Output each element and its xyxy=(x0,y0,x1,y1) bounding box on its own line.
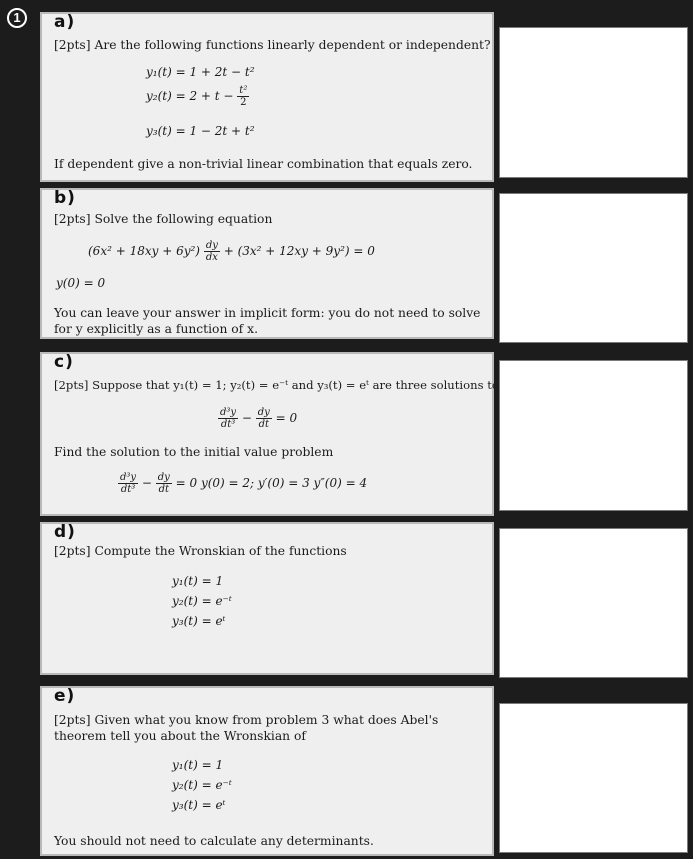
part-c-ivp-num2: dy xyxy=(157,472,170,483)
part-d-label: d) xyxy=(54,522,76,542)
part-a-eq3: y₃(t) = 1 − 2t + t² xyxy=(146,124,255,138)
part-d-question xyxy=(40,522,494,675)
part-d-f3: y₃(t) = eᵗ xyxy=(172,614,226,628)
part-a-answer-box[interactable] xyxy=(499,27,688,178)
part-d-f1: y₁(t) = 1 xyxy=(172,574,224,588)
part-c-ode xyxy=(218,407,297,430)
part-c-question xyxy=(40,352,499,516)
part-a-eq1: y₁(t) = 1 + 2t − t² xyxy=(146,65,255,79)
part-c-ode-den2: dt xyxy=(258,419,269,430)
part-b-prompt: [2pts] Solve the following equation xyxy=(54,212,273,226)
part-b-answer-box[interactable] xyxy=(499,193,688,343)
part-b-initial-condition: y(0) = 0 xyxy=(56,276,106,290)
part-c-ivp-conditions: = 0 y(0) = 2; y′(0) = 3 y″(0) = 4 xyxy=(171,476,368,490)
part-c-ode-frac1 xyxy=(218,407,238,430)
part-e-question xyxy=(40,686,494,856)
part-d-answer-box[interactable] xyxy=(499,528,688,678)
part-c-ode-num1: d³y xyxy=(220,407,237,418)
part-c-ode-frac2 xyxy=(256,407,272,430)
part-b-eq-frac xyxy=(204,240,220,263)
part-e-prompt: [2pts] Given what you know from problem 3 what does Abel's theorem tell you about the Wronskian of xyxy=(54,713,439,743)
part-d-f2: y₂(t) = e⁻ᵗ xyxy=(172,594,232,608)
part-a-label: a) xyxy=(54,12,76,32)
part-b-eq-num: dy xyxy=(205,240,218,251)
part-a-eq2-frac xyxy=(237,85,249,108)
part-e-label: e) xyxy=(54,686,76,706)
part-e-answer-box[interactable] xyxy=(499,703,688,853)
part-c-ivp-frac2 xyxy=(156,472,172,495)
part-c-ode-den1: dt³ xyxy=(220,419,236,430)
part-c-ivp-intro: Find the solution to the initial value problem xyxy=(54,445,334,459)
part-c-answer-box[interactable] xyxy=(499,360,688,511)
part-c-ivp-num1: d³y xyxy=(120,472,137,483)
part-c-ode-minus: − xyxy=(238,411,256,425)
part-a-footer: If dependent give a non-trivial linear combination that equals zero. xyxy=(54,157,473,171)
part-d-prompt: [2pts] Compute the Wronskian of the functions xyxy=(54,544,347,558)
part-c-ivp-minus: − xyxy=(138,476,156,490)
question-number-badge: 1 xyxy=(7,8,27,28)
part-b-question xyxy=(40,188,494,339)
part-a-eq2 xyxy=(146,85,249,108)
part-c-ode-rhs: = 0 xyxy=(271,411,298,425)
part-e-f2: y₂(t) = e⁻ᵗ xyxy=(172,778,232,792)
part-c-ivp xyxy=(118,472,367,495)
part-e-footer: You should not need to calculate any determinants. xyxy=(54,834,374,848)
part-c-prompt: [2pts] Suppose that y₁(t) = 1; y₂(t) = e⁻ᵗ and y₃(t) = eᵗ are three solutions to xyxy=(54,378,499,392)
part-b-eq-den: dx xyxy=(205,252,218,263)
part-b-eq-left: (6x² + 18xy + 6y²) xyxy=(88,244,200,258)
part-a-eq2-den: 2 xyxy=(240,97,247,108)
part-c-ivp-den1: dt³ xyxy=(120,484,136,495)
part-c-ivp-frac1 xyxy=(118,472,138,495)
part-b-eq-right: + (3x² + 12xy + 9y²) = 0 xyxy=(223,244,375,258)
part-c-label: c) xyxy=(54,352,74,372)
part-a-eq2-lhs: y₂(t) = 2 + t − xyxy=(146,89,238,103)
part-a-eq2-num: t² xyxy=(239,85,248,96)
part-c-ivp-den2: dt xyxy=(158,484,169,495)
part-a-question xyxy=(40,12,494,182)
part-c-ode-num2: dy xyxy=(257,407,270,418)
part-b-equation xyxy=(88,240,375,263)
part-e-f1: y₁(t) = 1 xyxy=(172,758,224,772)
part-b-note: You can leave your answer in implicit form: you do not need to solve for y explicitly as a function of x. xyxy=(54,306,481,336)
part-b-label: b) xyxy=(54,188,76,208)
part-e-f3: y₃(t) = eᵗ xyxy=(172,798,226,812)
part-a-prompt: [2pts] Are the following functions linearly dependent or independent? xyxy=(54,38,491,52)
